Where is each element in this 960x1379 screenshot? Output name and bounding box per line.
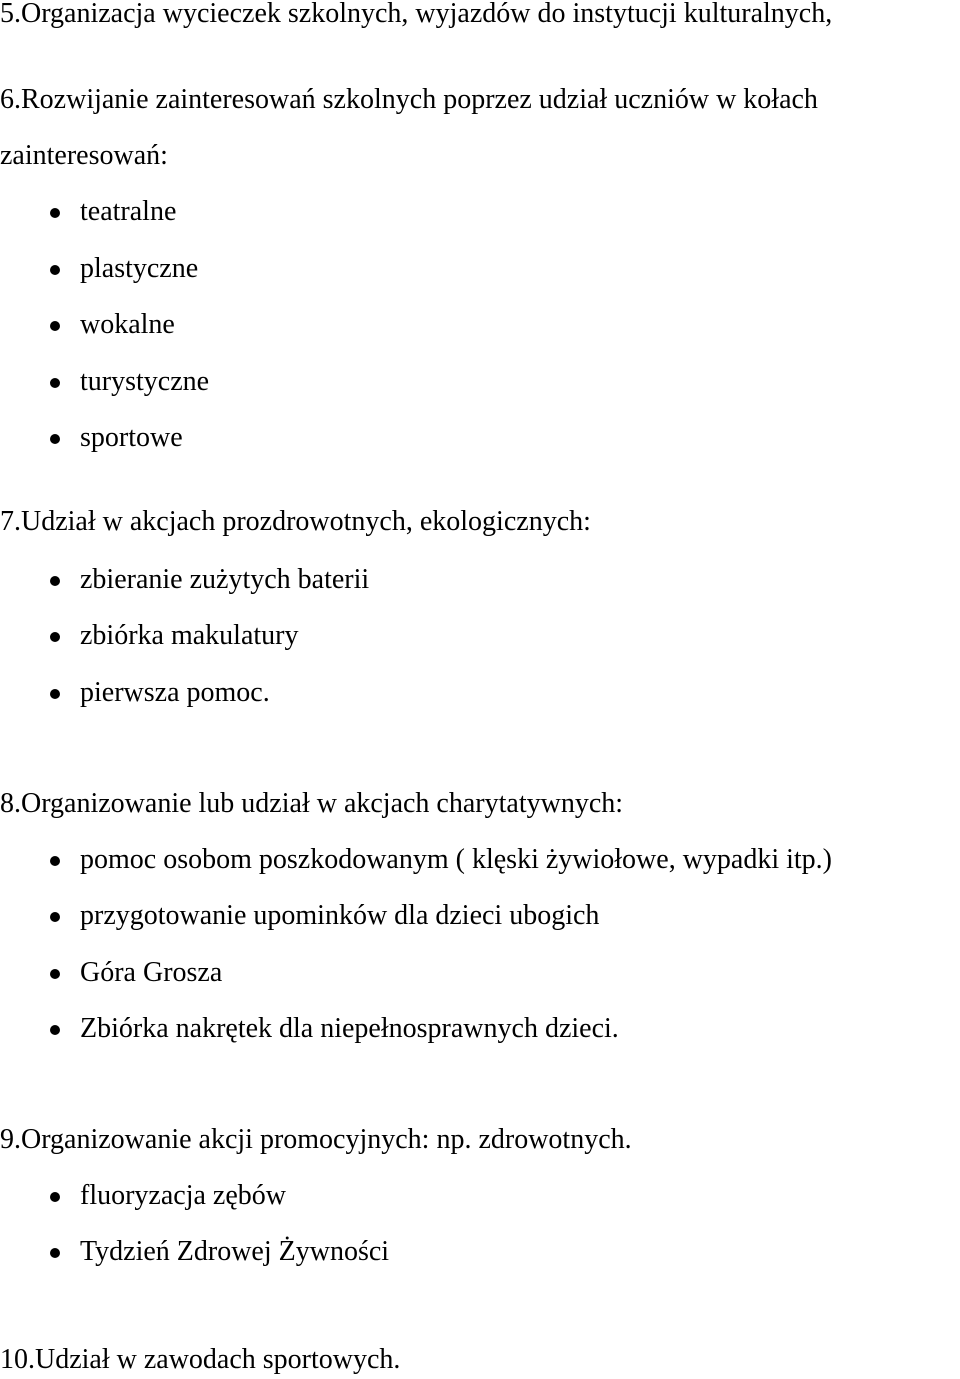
bullet-icon: [50, 265, 60, 275]
list-item-text: zbieranie zużytych baterii: [80, 564, 370, 595]
list-item-text: Tydzień Zdrowej Żywności: [80, 1236, 390, 1267]
bullet-icon: [50, 434, 60, 444]
list-item-text: pierwsza pomoc.: [80, 677, 270, 708]
bullet-icon: [50, 208, 60, 218]
bullet-icon: [50, 321, 60, 331]
bullet-icon: [50, 969, 60, 979]
bullet-icon: [50, 576, 60, 586]
item-8-text: 8.Organizowanie lub udział w akcjach charytatywnych:: [0, 788, 624, 819]
list-item-text: pomoc osobom poszkodowanym ( klęski żywiołowe, wypadki itp.): [80, 844, 833, 875]
bullet-icon: [50, 689, 60, 699]
bullet-icon: [50, 1025, 60, 1035]
list-item-text: przygotowanie upominków dla dzieci ubogich: [80, 900, 600, 931]
item-7-text: 7.Udział w akcjach prozdrowotnych, ekologicznych:: [0, 506, 591, 537]
bullet-icon: [50, 632, 60, 642]
bullet-icon: [50, 912, 60, 922]
bullet-icon: [50, 856, 60, 866]
bullet-icon: [50, 1192, 60, 1202]
bullet-icon: [50, 378, 60, 388]
item-6-text: 6.Rozwijanie zainteresowań szkolnych poprzez udział uczniów w kołach: [0, 84, 818, 115]
list-item-text: Zbiórka nakrętek dla niepełnosprawnych dzieci.: [80, 1013, 619, 1044]
list-item-text: wokalne: [80, 309, 175, 340]
list-item-text: turystyczne: [80, 366, 210, 397]
list-item-text: plastyczne: [80, 253, 199, 284]
list-item-text: teatralne: [80, 196, 177, 227]
list-item-text: Góra Grosza: [80, 957, 223, 988]
list-item-text: fluoryzacja zębów: [80, 1180, 286, 1211]
item-5-text: 5.Organizacja wycieczek szkolnych, wyjazdów do instytucji kulturalnych,: [0, 0, 833, 29]
list-item-text: sportowe: [80, 422, 183, 453]
bullet-icon: [50, 1248, 60, 1258]
list-item-text: zbiórka makulatury: [80, 620, 299, 651]
item-10-text: 10.Udział w zawodach sportowych.: [0, 1344, 401, 1375]
item-9-text: 9.Organizowanie akcji promocyjnych: np. zdrowotnych.: [0, 1124, 632, 1155]
item-6-text-continued: zainteresowań:: [0, 140, 168, 171]
